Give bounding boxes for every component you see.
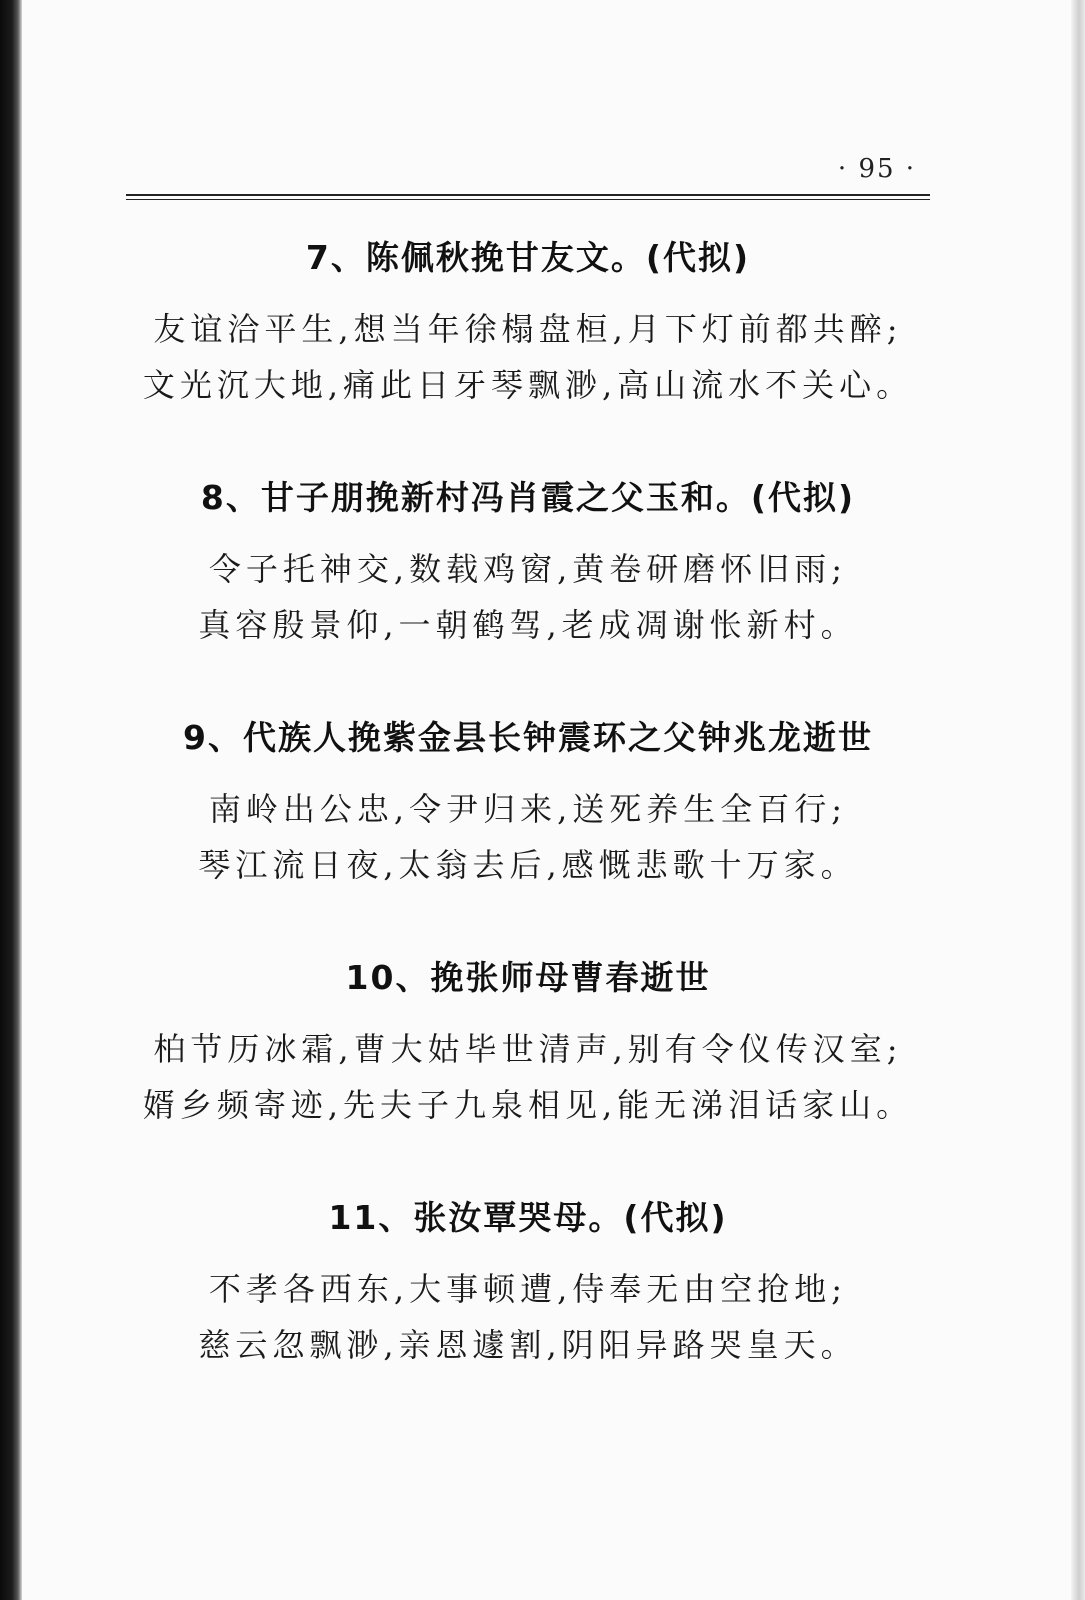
header-rule-thick [126,194,930,196]
couplet-section-9 [126,712,930,893]
couplet-lower-line: 文光沉大地,痛此日牙琴飘渺,高山流水不关心。 [142,366,914,404]
couplet-upper-line: 友谊洽平生,想当年徐榻盘桓,月下灯前都共醉; [153,310,903,348]
book-page [22,0,1071,1600]
couplet-lines [126,1021,930,1133]
couplet-lines [126,1261,930,1373]
couplet-section-8 [126,472,930,653]
couplet-lower-line: 婿乡频寄迹,先夫子九泉相见,能无涕泪话家山。 [142,1086,914,1124]
couplet-section-10 [126,952,930,1133]
scan-right-edge [1071,0,1085,1600]
couplet-heading: 11、张汝覃哭母。(代拟) [328,1198,728,1237]
couplet-upper-line: 不孝各西东,大事顿遭,侍奉无由空抢地; [208,1270,848,1308]
couplet-section-11 [126,1192,930,1373]
couplet-lines [126,781,930,893]
couplet-upper-line: 柏节历冰霜,曹大姑毕世清声,别有令仪传汉室; [153,1030,903,1068]
couplet-upper-line: 南岭出公忠,令尹归来,送死养生全百行; [208,790,848,828]
couplet-lower-line: 慈云忽飘渺,亲恩遽割,阴阳异路哭皇天。 [198,1326,858,1364]
couplet-heading: 9、代族人挽紫金县长钟震环之父钟兆龙逝世 [183,718,873,757]
header-rule-thin [126,199,930,200]
couplet-lower-line: 琴江流日夜,太翁去后,感慨悲歌十万家。 [198,846,858,884]
couplet-heading: 10、挽张师母曹春逝世 [345,958,711,997]
couplet-heading: 8、甘子朋挽新村冯肖霞之父玉和。(代拟) [200,478,856,517]
scan-left-edge [0,0,22,1600]
couplet-lines [126,301,930,413]
couplet-upper-line: 令子托神交,数载鸡窗,黄卷研磨怀旧雨; [208,550,848,588]
page-number: · 95 · [837,154,917,184]
couplet-lower-line: 真容殷景仰,一朝鹤驾,老成凋谢怅新村。 [198,606,858,644]
couplet-heading: 7、陈佩秋挽甘友文。(代拟) [305,238,751,277]
couplet-section-7 [126,232,930,413]
couplet-lines [126,541,930,653]
